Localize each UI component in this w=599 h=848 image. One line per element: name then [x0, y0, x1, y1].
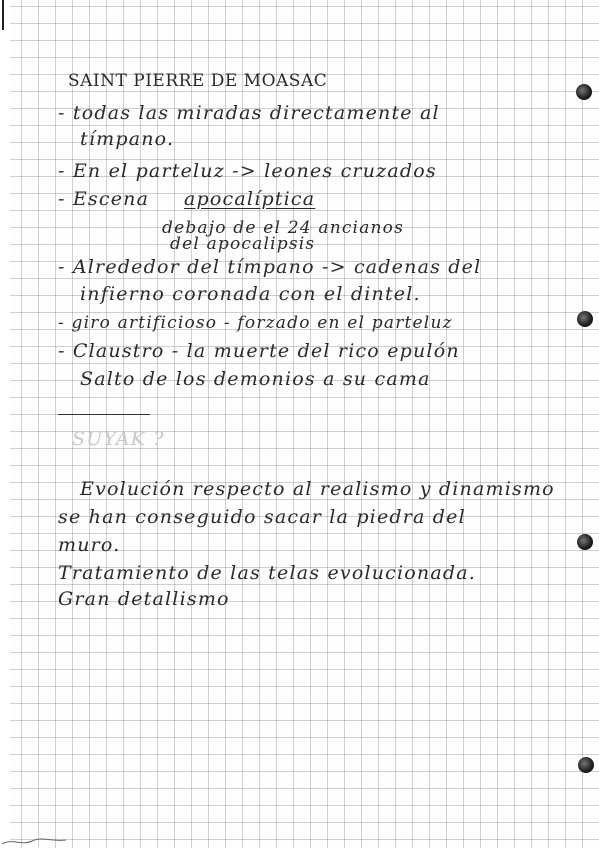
punch-hole-bottom: [578, 757, 594, 773]
note-line: tímpano.: [80, 128, 175, 150]
note-line: del apocalipsis: [170, 234, 316, 254]
notes-title: SAINT PIERRE DE MOASAC: [68, 71, 328, 91]
note-line: - Escena: [58, 188, 150, 210]
note-line: debajo de el 24 ancianos: [162, 218, 405, 238]
paragraph-line: Gran detallismo: [58, 588, 230, 610]
faded-heading: SUYAK ?: [72, 428, 165, 450]
binder-edge: [2, 0, 4, 30]
note-line: - todas las miradas directamente al: [58, 102, 440, 124]
paragraph-line: muro.: [58, 534, 121, 556]
paragraph-line: Evolución respecto al realismo y dinamismo: [80, 478, 555, 500]
page-edge-mark: [0, 832, 70, 848]
note-line: - Claustro - la muerte del rico epulón: [58, 340, 460, 362]
note-line: - En el parteluz -> leones cruzados: [58, 160, 437, 182]
paragraph-line: Tratamiento de las telas evolucionada.: [58, 562, 477, 584]
punch-hole-middle: [577, 311, 593, 327]
left-margin: [0, 0, 10, 848]
separator-line: [58, 414, 150, 415]
note-line-emphasis: apocalíptica: [184, 188, 316, 210]
note-line: Salto de los demonios a su cama: [80, 368, 431, 390]
punch-hole-lower: [577, 534, 593, 550]
punch-hole-top: [576, 84, 592, 100]
paragraph-line: se han conseguido sacar la piedra del: [58, 506, 466, 528]
note-line: - giro artificioso - forzado en el parteluz: [58, 313, 453, 333]
note-line: - Alrededor del tímpano -> cadenas del: [58, 256, 482, 278]
note-line: infierno coronada con el dintel.: [80, 283, 421, 305]
